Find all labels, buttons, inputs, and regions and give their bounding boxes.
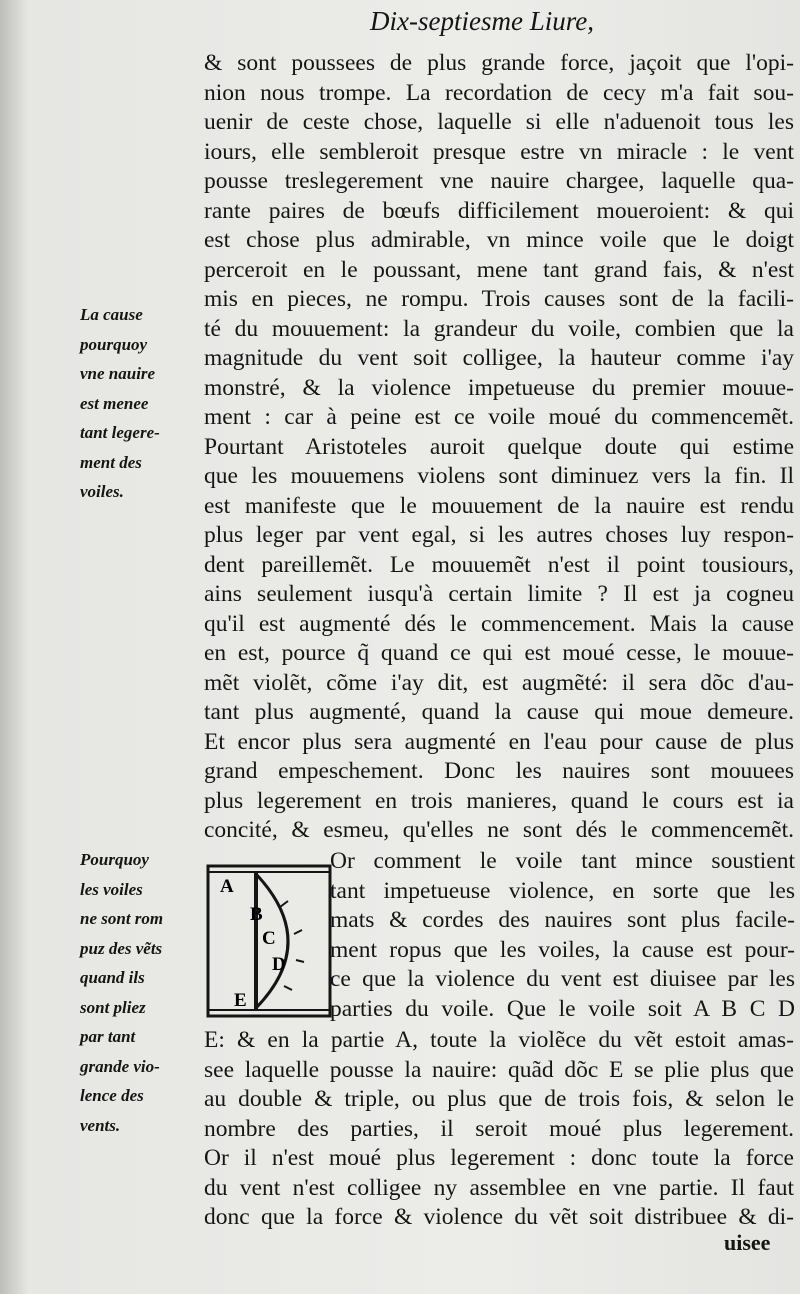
text-line: est chose plus admirable, vn mince voile que le doigt [204,227,794,253]
margin-note-line: Pourquoy [80,850,149,869]
text-line: tant plus augmenté, quand la cause qui moue demeure. [204,699,794,725]
text-line: plus leger par vent egal, si les autres choses luy respon- [204,522,794,548]
text-line: mis en pieces, ne rompu. Trois causes sont de la facili- [204,286,794,312]
text-line: uenir de ceste chose, laquelle si elle n'aduenoit tous les [204,109,794,135]
sail-diagram [200,862,338,1022]
text-line: Pourtant Aristoteles auroit quelque doute qui estime [204,433,794,460]
margin-note-line: vents. [80,1115,121,1135]
text-line: que les mouuemens violens sont diminuez vers la fin. Il [204,463,794,489]
text-line: dent pareillemẽt. Le mouuemẽt n'est il point tousiours, [204,551,794,578]
text-line: tant impetueuse violence, en sorte que les [330,877,795,904]
text-line: concité, & esmeu, qu'elles ne sont dés le commencemẽt. [204,817,794,843]
margin-note-line: pourquoy [80,334,148,354]
text-line: nombre des parties, il seroit moué plus legerement. [204,1115,794,1142]
margin-note-pourquoy [80,845,200,1140]
figure-label-d: D [272,954,286,975]
text-line: est manifeste que le mouuement de la nauire est rendu [204,492,794,519]
margin-note-line: quand ils [80,968,145,987]
margin-note-line: les voiles [80,879,143,899]
margin-note-line: La cause [80,305,143,324]
figure-label-c: C [262,928,276,949]
text-line: qu'il est augmenté dés le commencement. Mais la cause [204,610,794,637]
text-line: nion nous trompe. La recordation de cecy m'a fait sou- [204,79,794,106]
text-line: perceroit en le poussant, mene tant grand fais, & n'est [204,256,794,283]
text-line: Or comment le voile tant mince soustient [330,848,795,874]
text-line: Et encor plus sera augmenté en l'eau pour cause de plus [204,728,794,755]
margin-note-cause [80,300,200,507]
running-header: Dix-septiesme Liure, [370,6,594,36]
margin-note-line: voiles. [80,482,124,501]
text-line: ains seulement iusqu'à certain limite ? Il est ja cogneu [204,581,794,607]
text-line: té du mouuement: la grandeur du voile, combien que la [204,315,794,342]
text-line: parties du voile. Que le voile soit A B C D [330,995,795,1022]
margin-note-line: est menee [80,393,149,413]
margin-note-line: sont pliez [80,997,146,1017]
figure-label-e: E [234,990,247,1011]
margin-note-line: vne nauire [80,364,156,383]
margin-note-line: lence des [80,1086,144,1105]
text-line: ce que la violence du vent est diuisee par les [330,966,795,992]
text-line: magnitude du vent soit colligee, la hauteur comme i'ay [204,345,794,371]
text-line: en est, pource q̃ quand ce qui est moué cesse, le mouue- [204,640,794,666]
text-line: pousse treslegerement vne nauire chargee, laquelle qua- [204,168,794,194]
margin-note-line: puz des vẽts [80,938,163,958]
text-line: Or il n'est moué plus legerement : donc toute la force [204,1145,794,1171]
margin-note-line: tant legere- [80,423,160,442]
text-line: mẽt violẽt, cõme i'ay dit, est augmẽté: il sera dõc d'au- [204,669,794,696]
margin-note-line: grande vio- [80,1056,160,1076]
text-line: ment ropus que les voiles, la cause est pour- [330,936,795,963]
catchword: uisee [724,1230,771,1255]
figure-label-a: A [220,876,234,897]
text-line: grand empeschement. Donc les nauires sont mouuees [204,758,794,784]
margin-note-line: ne sont rom [80,909,164,928]
text-line: donc que la force & violence du vẽt soit distribuee & di- [204,1204,794,1230]
text-line: monstré, & la violence impetueuse du premier mouue- [204,374,794,401]
margin-note-line: ment des [80,452,142,472]
text-line: & sont poussees de plus grande force, jaçoit que l'opi- [204,50,794,76]
text-line: see laquelle pousse la nauire: quãd dõc E se plie plus que [204,1056,794,1083]
text-line: iours, elle sembleroit presque estre vn miracle : le vent [204,138,794,165]
text-line: E: & en la partie A, toute la violẽce du vẽt estoit amas- [204,1027,794,1053]
figure-label-b: B [250,904,263,925]
margin-note-line: par tant [80,1027,136,1046]
text-line: ment : car à peine est ce voile moué du commencemẽt. [204,404,794,430]
text-line: plus legerement en trois manieres, quand le cours est ia [204,787,794,814]
text-line: du vent n'est colligee ny assemblee en vne partie. Il faut [204,1174,794,1201]
text-line: rante paires de bœufs difficilement moueroient: & qui [204,197,794,224]
text-line: mats & cordes des nauires sont plus facile- [330,907,795,933]
text-line: au double & triple, ou plus que de trois fois, & selon le [204,1086,794,1112]
